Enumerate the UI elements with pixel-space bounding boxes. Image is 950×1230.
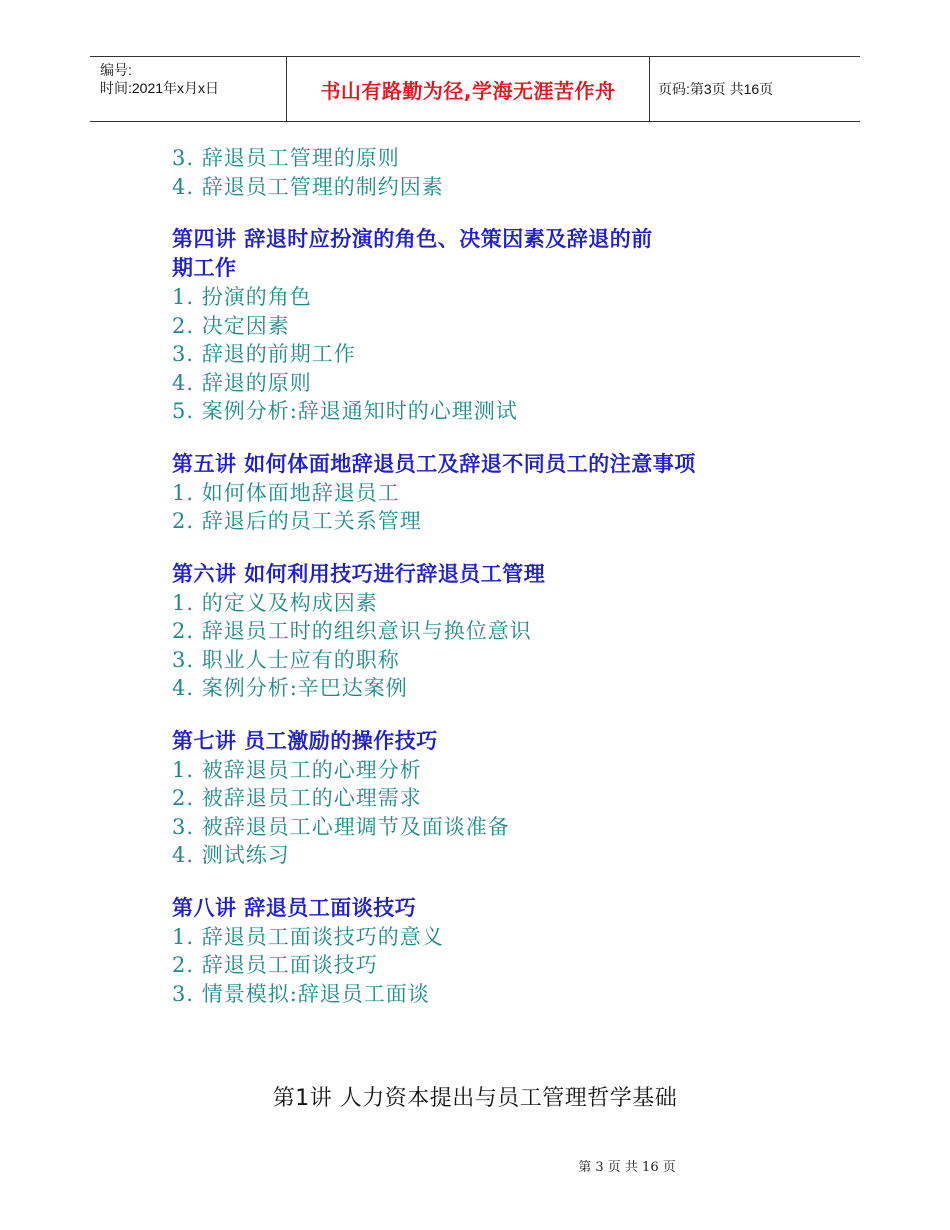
list-item: 4. 辞退的原则 (172, 370, 312, 395)
list-item: 1. 的定义及构成因素 (172, 590, 378, 615)
section-lecture-5 (172, 450, 812, 536)
list-item: 2. 被辞退员工的心理需求 (172, 786, 422, 810)
section-lecture-6 (172, 560, 812, 703)
list-item: 3. 职业人士应有的职称 (172, 647, 400, 672)
list-item: 1. 辞退员工面谈技巧的意义 (172, 924, 444, 949)
section-lecture-4 (172, 225, 812, 426)
lecture-title: 第1讲 人力资本提出与员工管理哲学基础 (272, 1086, 678, 1111)
list-item: 2. 辞退员工时的组织意识与换位意识 (172, 619, 532, 643)
list-item: 2. 辞退后的员工关系管理 (172, 509, 422, 533)
list-item: 4. 测试练习 (172, 843, 290, 867)
page-header (90, 56, 860, 122)
list-item: 1. 如何体面地辞退员工 (172, 480, 400, 505)
list-item: 3. 辞退的前期工作 (172, 342, 356, 366)
header-page-info: 页码:第3页 共16页 (658, 81, 774, 97)
list-item: 4. 案例分析:辛巴达案例 (172, 676, 408, 700)
page-footer: 第 3 页 共 16 页 (578, 1160, 676, 1175)
document-number-label: 编号: (100, 62, 132, 78)
section-heading-continued: 期工作 (172, 256, 237, 280)
top-list (172, 144, 812, 201)
header-motto: 书山有路勤为径,学海无涯苦作舟 (286, 57, 650, 121)
section-heading: 第八讲 辞退员工面谈技巧 (172, 895, 417, 920)
section-heading: 第五讲 如何体面地辞退员工及辞退不同员工的注意事项 (172, 451, 696, 476)
document-time: 时间:2021年x月x日 (100, 80, 220, 96)
section-lecture-7 (172, 727, 812, 870)
section-heading: 第四讲 辞退时应扮演的角色、决策因素及辞退的前 (172, 227, 653, 251)
list-item: 3. 被辞退员工心理调节及面谈准备 (172, 814, 510, 839)
list-item: 5. 案例分析:辞退通知时的心理测试 (172, 399, 518, 423)
list-item: 2. 决定因素 (172, 313, 290, 338)
list-item: 3. 辞退员工管理的原则 (172, 146, 400, 170)
section-heading: 第七讲 员工激励的操作技巧 (172, 728, 438, 753)
document-body (172, 144, 812, 1008)
list-item: 1. 扮演的角色 (172, 285, 312, 309)
list-item: 3. 情景模拟:辞退员工面谈 (172, 981, 430, 1006)
header-meta (90, 57, 286, 121)
section-heading: 第六讲 如何利用技巧进行辞退员工管理 (172, 561, 546, 586)
list-item: 4. 辞退员工管理的制约因素 (172, 174, 444, 199)
list-item: 2. 辞退员工面谈技巧 (172, 953, 378, 977)
section-lecture-8 (172, 894, 812, 1009)
list-item: 1. 被辞退员工的心理分析 (172, 757, 422, 782)
